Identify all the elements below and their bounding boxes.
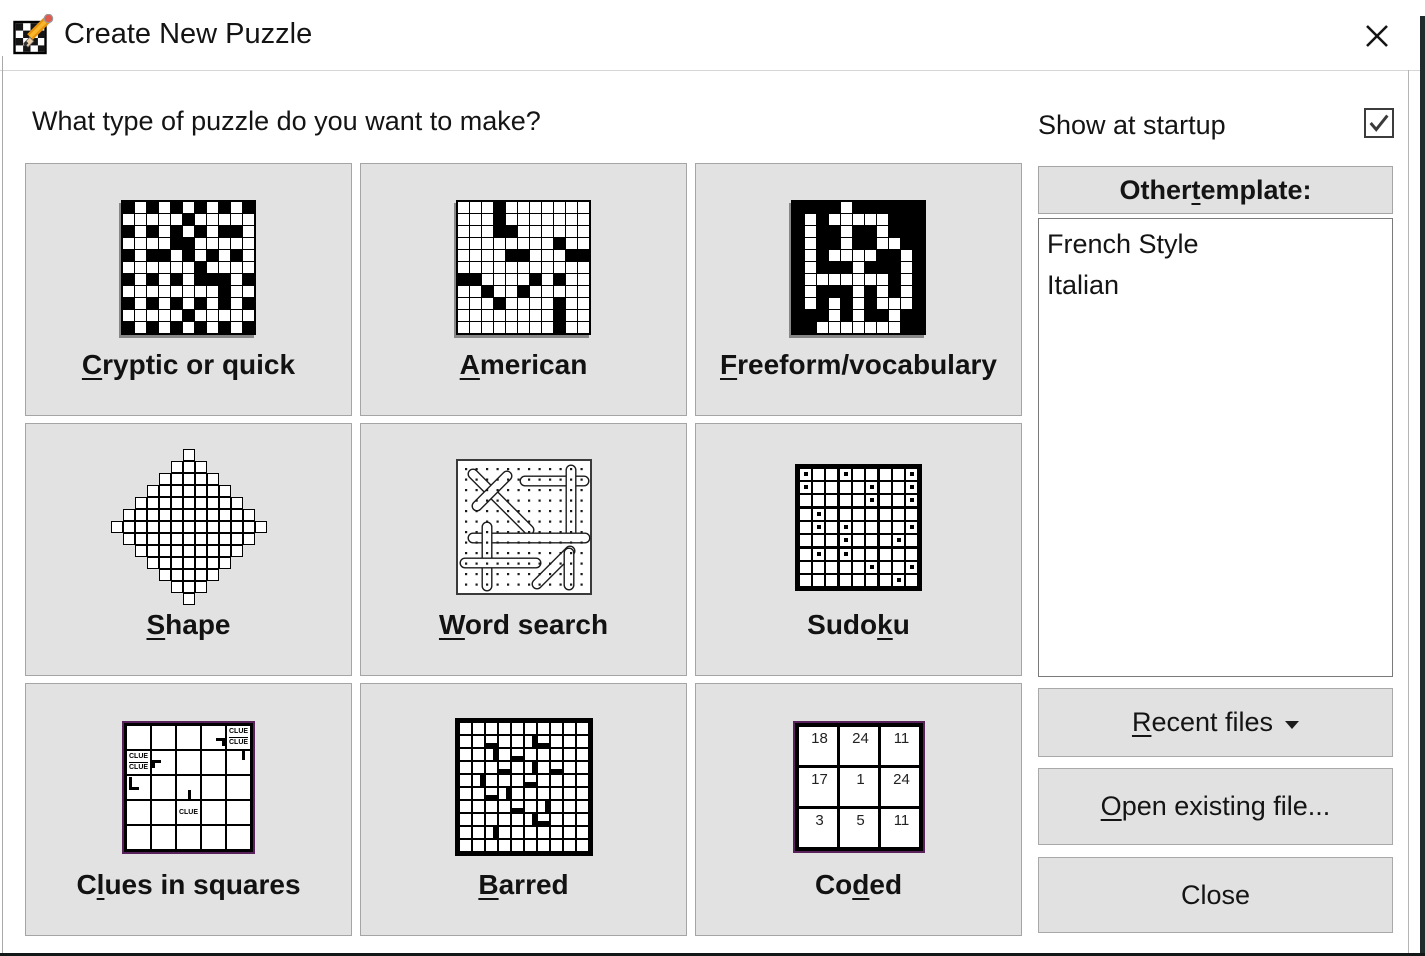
tile-word-search[interactable]: [360, 423, 687, 676]
sudoku-preview-image: [795, 464, 922, 591]
barred-label: Barred: [478, 869, 569, 900]
tile-cryptic-or-quick[interactable]: [25, 163, 352, 416]
coded-image-area: [793, 717, 925, 857]
checkmark-icon: [1366, 110, 1392, 136]
tile-barred[interactable]: [360, 683, 687, 936]
recent-files-label: Recent files: [1131, 707, 1274, 737]
window-title: Create New Puzzle: [64, 18, 313, 50]
template-list[interactable]: [1038, 218, 1393, 677]
barred-preview-image: [455, 718, 593, 856]
coded-preview-image: 18 24 11 17 1 24 3 5 11: [793, 721, 925, 853]
tile-american[interactable]: [360, 163, 687, 416]
template-list-item[interactable]: Italian: [1047, 270, 1120, 300]
shape-preview-image: [111, 449, 267, 605]
page-title: What type of puzzle do you want to make?: [32, 106, 541, 136]
shape-image-area: [111, 457, 267, 597]
tile-coded[interactable]: [695, 683, 1022, 936]
clues-in-squares-image-area: [122, 717, 255, 857]
sudoku-image-area: [795, 457, 922, 597]
barred-image-area: [455, 717, 593, 857]
close-button-label: Close: [1180, 879, 1251, 910]
recent-files-button[interactable]: [1038, 688, 1393, 757]
close-dialog-button[interactable]: [1038, 857, 1393, 933]
dialog-right-border: [1408, 70, 1409, 953]
app-icon: [13, 14, 55, 56]
sudoku-label: Sudoku: [807, 609, 910, 640]
freeform-vocabulary-preview-image: [791, 200, 926, 335]
cryptic-or-quick-label: Cryptic or quick: [81, 349, 296, 380]
close-icon[interactable]: [1355, 16, 1399, 56]
puzzle-type-grid: [25, 163, 1022, 936]
american-label: American: [459, 349, 588, 380]
american-preview-image: [456, 200, 591, 335]
show-at-startup-checkbox[interactable]: [1364, 108, 1394, 138]
title-bar: [0, 0, 1425, 71]
cryptic-or-quick-preview-image: [121, 200, 256, 335]
tile-freeform-vocabulary[interactable]: [695, 163, 1022, 416]
freeform-vocabulary-label: Freeform/vocabulary: [720, 349, 997, 380]
american-image-area: [456, 197, 591, 337]
show-at-startup-label: Show at startup: [1038, 110, 1226, 140]
word-search-preview-image: [456, 459, 592, 595]
tile-clues-in-squares[interactable]: [25, 683, 352, 936]
cryptic-or-quick-image-area: [121, 197, 256, 337]
open-existing-file-button[interactable]: [1038, 768, 1393, 845]
open-existing-file-label: Open existing file...: [1100, 791, 1331, 821]
tile-sudoku[interactable]: [695, 423, 1022, 676]
clues-in-squares-label: Clues in squares: [76, 869, 301, 900]
word-search-image-area: [456, 457, 592, 597]
coded-label: Coded: [814, 869, 903, 900]
freeform-vocabulary-image-area: [791, 197, 926, 337]
chevron-down-icon: [1285, 721, 1299, 729]
template-list-item[interactable]: French Style: [1047, 229, 1199, 259]
word-search-label: Word search: [438, 609, 609, 640]
tile-shape[interactable]: [25, 423, 352, 676]
shape-label: Shape: [146, 609, 231, 640]
dialog-left-border: [2, 56, 3, 953]
other-template-header: Other t emplate:: [1038, 166, 1393, 214]
background-window-edge-right: [1420, 16, 1425, 956]
clues-in-squares-preview-image: CLUE CLUE CLUE CLUE CLUE: [122, 721, 255, 854]
